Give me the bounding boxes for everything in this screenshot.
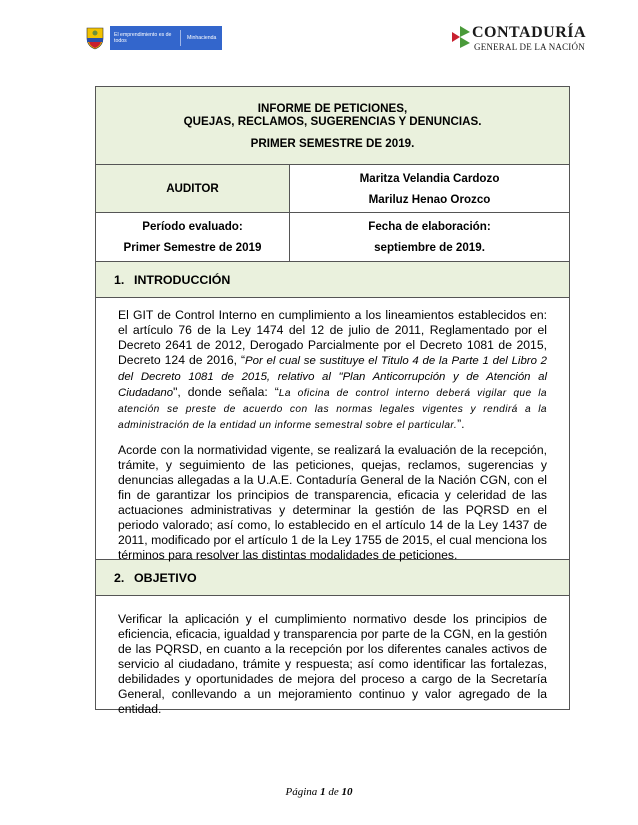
section-body-objetivo [96, 596, 569, 716]
section-heading-introduccion [96, 262, 569, 298]
page-word: Página [285, 786, 318, 798]
date-cell [290, 213, 569, 261]
intro-text-c: ”. [457, 417, 465, 431]
report-title-line1: INFORME DE PETICIONES, [257, 101, 408, 115]
section-number: 1. [114, 272, 125, 287]
auditor-row [96, 165, 569, 213]
gov-logo [84, 26, 228, 50]
gov-logo-text: El emprendimiento es de todos [114, 32, 172, 44]
page-current: 1 [320, 786, 326, 798]
gov-banner-box [110, 26, 222, 50]
intro-text-a: El GIT de Control Interno en cumplimiento a los lineamientos establecidos en: el artículo 76 de la Ley 1474 del 12 de julio de 2011, Reglamentado por el Decreto 2641 de 2012, Derogado Parcialmente por el Decreto 1081 de 2015, Decreto 124 de 2016, “ [118, 308, 547, 367]
report-table [95, 86, 570, 716]
intro-text-b: ", donde señala: “ [173, 385, 279, 399]
date-label: Fecha de elaboración: [368, 220, 491, 233]
page-of: de [328, 786, 339, 798]
period-cell [96, 213, 290, 261]
page-total: 10 [341, 786, 353, 798]
intro-paragraph-2: Acorde con la normatividad vigente, se realizará la evaluación de la recepción, trámite, y seguimiento de las peticiones, quejas, reclamos, sugerencias y denuncias allegadas a la U.A.E. Contaduría General de la Nación CGN, con el fin de garantizar los principios de transparencia, eficacia y celeridad de las actuaciones administrativas y determinar la gestión de las PQRSD en el periodo valorado; así como, lo establecido en el artículo 14 de la Ley 1437 de 2011, modificado por el artículo 1 de la Ley 1755 de 2015, el cual menciona los términos para resolver las distintas modalidades de peticiones. [118, 443, 547, 562]
objective-paragraph: Verificar la aplicación y el cumplimiento normativo desde los principios de eficiencia, eficacia, igualdad y transparencia por parte de la CGN, en la gestión de las PQRSD, en cuanto a la recepción por los diferentes canales activos de servicio al ciudadano, trámite y respuesta; así como identificar las fortalezas, debilidades y oportunidades de mejora del proceso a cargo de la Secretaría General, conllevando a un mejoramiento continuo y valor agregado de la entidad. [118, 612, 547, 716]
page-footer [0, 786, 638, 798]
section-number: 2. [114, 570, 125, 585]
section-title: OBJETIVO [134, 570, 197, 585]
intro-decree-title: Por el cual se sustituye el Titulo 4 de la Parte 1 del Libro 2 del Decreto 1081 de 2015, relativo al "Plan Anticorrupción y de Atención al Ciudadano [118, 355, 547, 399]
intro-paragraph-1 [118, 308, 547, 433]
period-label: Período evaluado: [142, 220, 243, 233]
section-title: INTRODUCCIÓN [134, 272, 231, 287]
period-value: Primer Semestre de 2019 [123, 241, 262, 254]
org-name: CONTADURÍA [472, 24, 587, 41]
gov-ministry: Minhacienda [187, 35, 217, 41]
intro-quote: La oficina de control interno deberá vigilar que la atención se preste de acuerdo con las normas legales vigentes y rendirá a la administración de la entidad un informe semestral sobre el particular. [118, 388, 547, 431]
auditor-label: AUDITOR [96, 165, 290, 212]
cgn-mark-icon [450, 24, 472, 50]
report-title-block [96, 87, 569, 165]
date-value: septiembre de 2019. [374, 241, 485, 254]
org-logo [450, 24, 587, 52]
section-heading-objetivo [96, 560, 569, 596]
org-subtitle: GENERAL DE LA NACIÓN [474, 42, 585, 52]
colombia-shield-icon [84, 26, 106, 50]
auditor-name-2: Mariluz Henao Orozco [368, 192, 491, 206]
auditor-names [290, 165, 569, 212]
section-body-introduccion [96, 298, 569, 560]
report-title-line2: QUEJAS, RECLAMOS, SUGERENCIAS Y DENUNCIAS. [183, 114, 482, 128]
report-title-line3: PRIMER SEMESTRE DE 2019. [250, 136, 415, 150]
auditor-name-1: Maritza Velandia Cardozo [359, 171, 500, 185]
period-row [96, 213, 569, 262]
